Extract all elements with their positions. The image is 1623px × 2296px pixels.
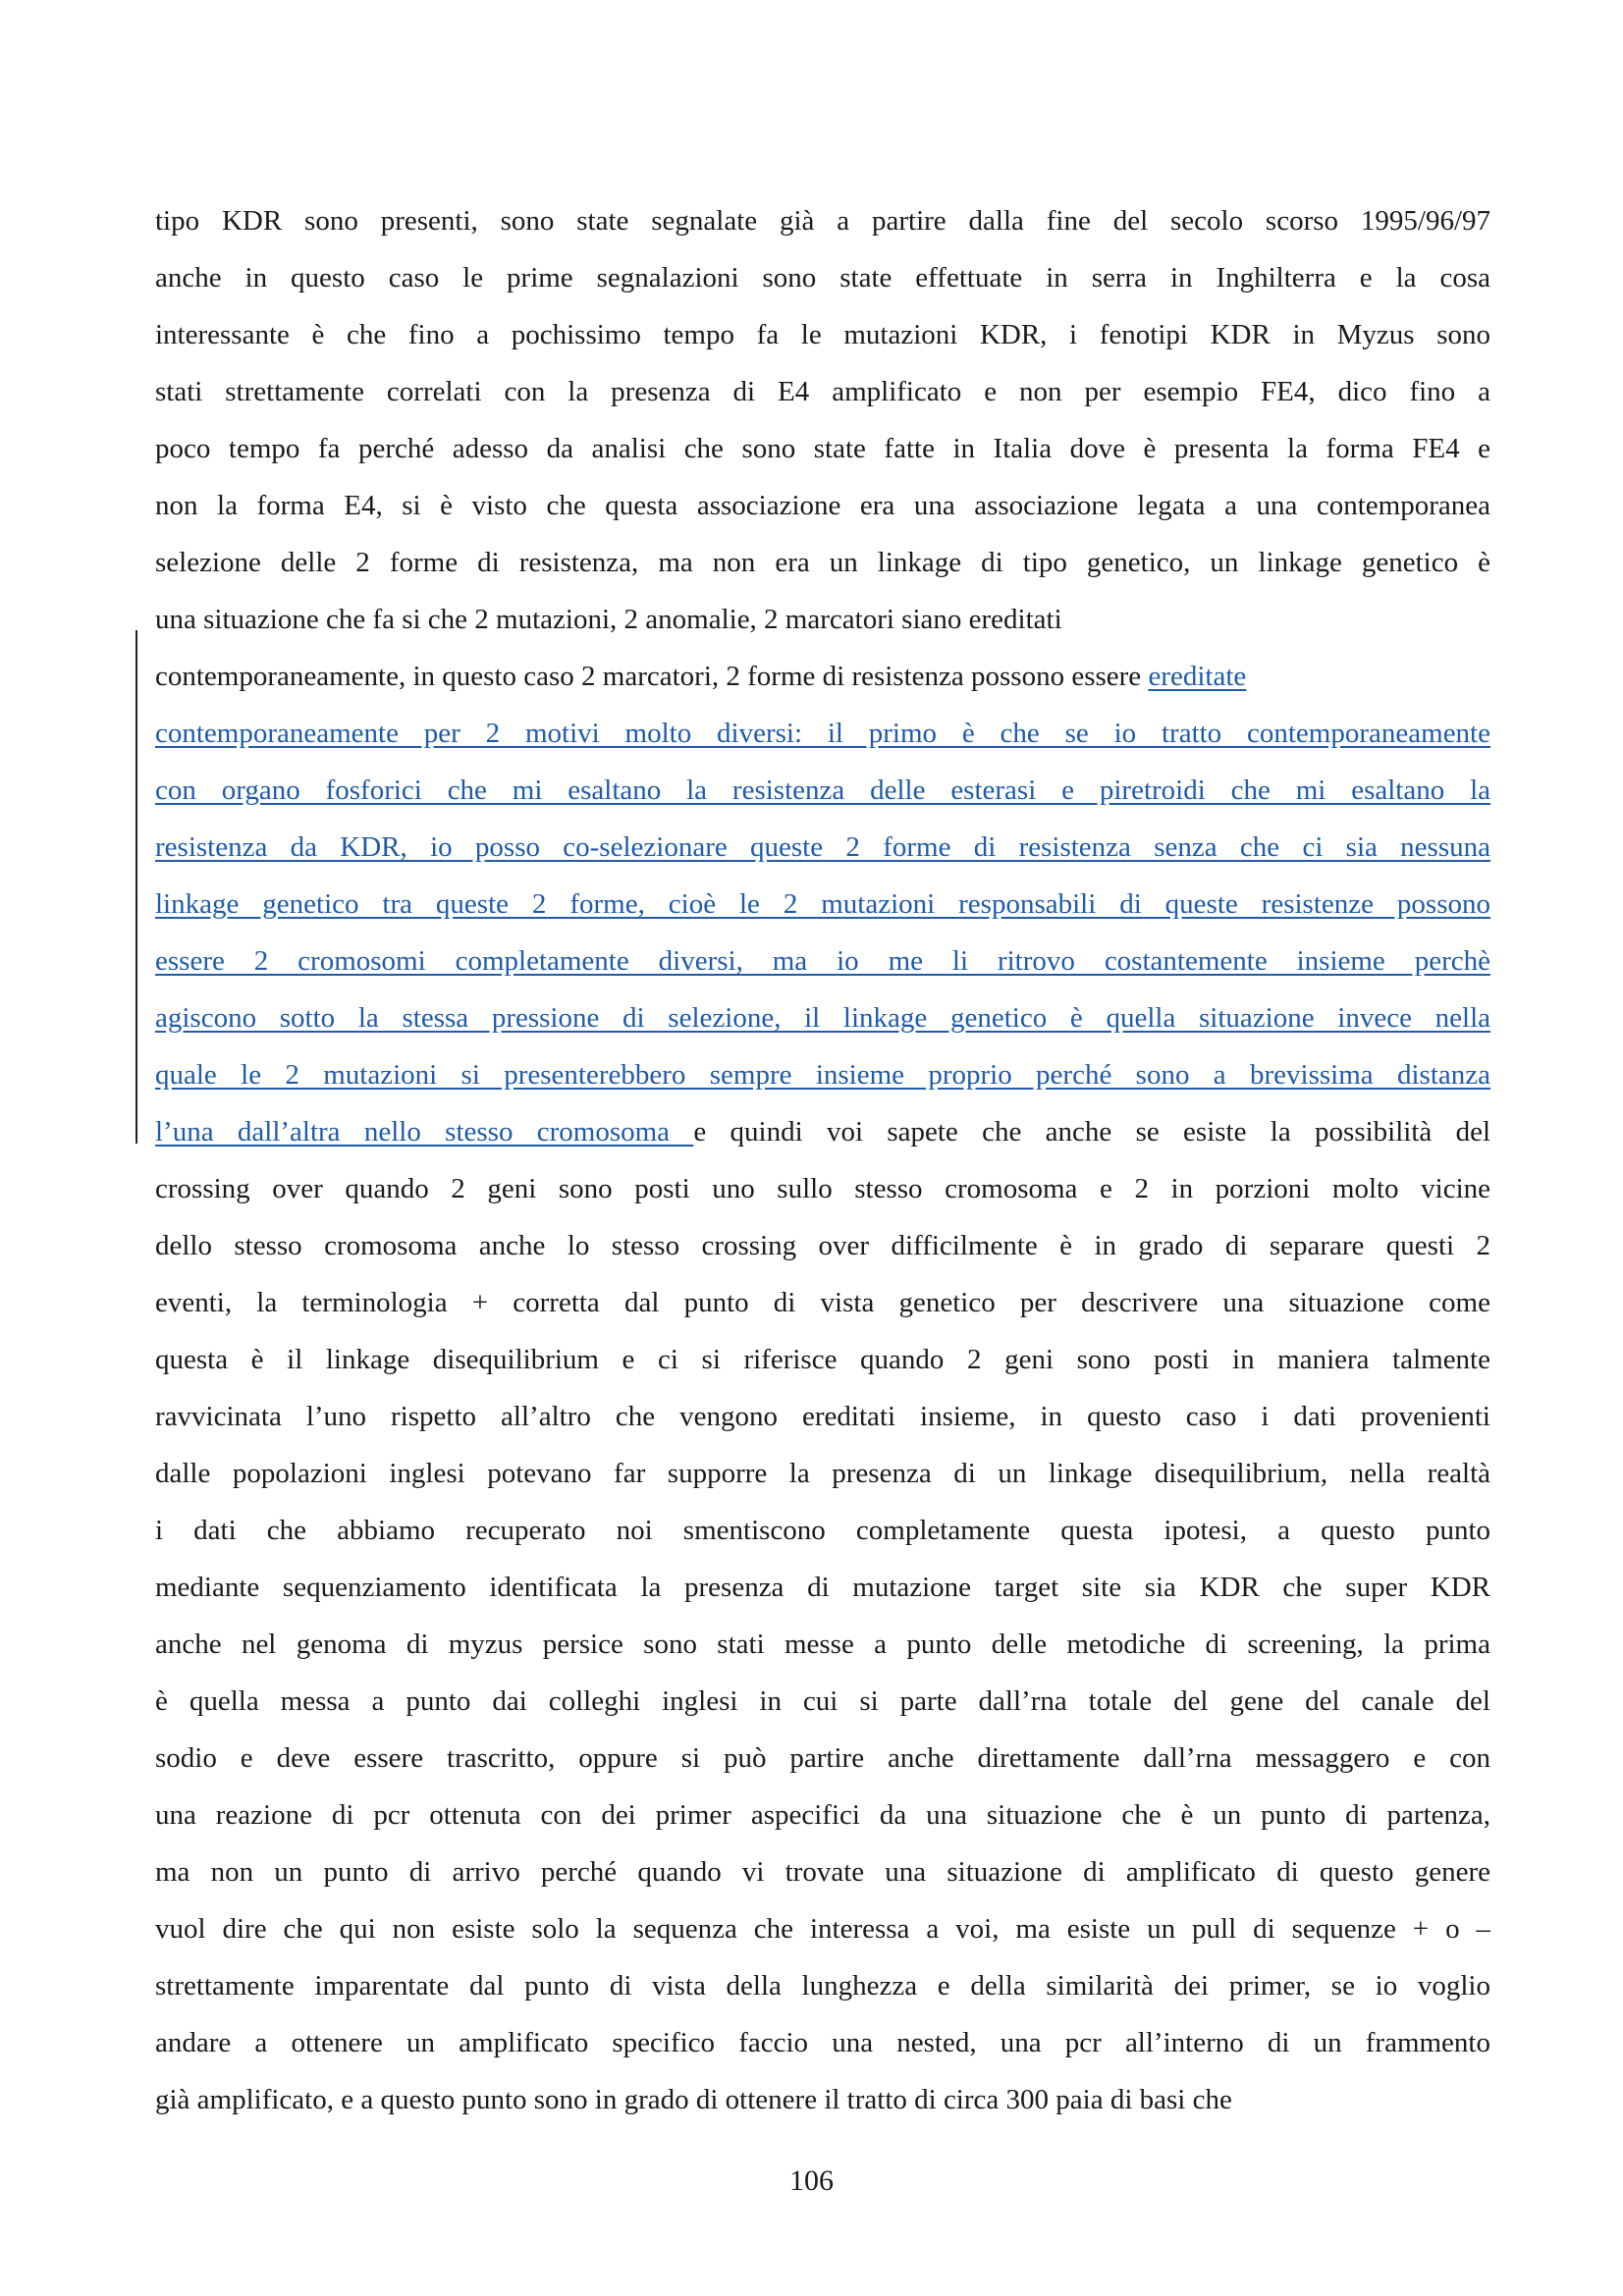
text-line: [155, 1616, 1490, 1673]
text-line: [155, 876, 1490, 933]
line-text: anche nel genoma di myzus persice sono stati messe a punto delle metodiche di screening, la prima: [155, 1629, 1490, 1660]
text-line: [155, 1900, 1490, 1957]
tracked-change-text: linkage genetico tra queste 2 forme, cioè le 2 mutazioni responsabili di queste resistenze possono: [155, 888, 1490, 920]
tracked-change-text: quale le 2 mutazioni si presenterebbero sempre insieme proprio perché sono a brevissima distanza: [155, 1059, 1490, 1091]
text-line: [155, 1217, 1490, 1274]
text-line: [155, 648, 1490, 705]
tracked-change-text: essere 2 cromosomi completamente diversi, ma io me li ritrovo costantemente insieme perchè: [155, 945, 1490, 977]
page-number: 106: [789, 2164, 834, 2197]
line-text: è quella messa a punto dai colleghi inglesi in cui si parte dall’rna totale del gene del canale del: [155, 1685, 1490, 1717]
line-text: i dati che abbiamo recuperato noi smentiscono completamente questa ipotesi, a questo punto: [155, 1515, 1490, 1546]
text-line: [155, 2014, 1490, 2071]
text-line: [155, 192, 1490, 249]
line-text: tipo KDR sono presenti, sono state segnalate già a partire dalla fine del secolo scorso 1995/96/97: [155, 205, 1490, 237]
text-line: [155, 2071, 1490, 2128]
line-text: strettamente imparentate dal punto di vista della lunghezza e della similarità dei primer, se io voglio: [155, 1970, 1490, 2002]
text-line: [155, 1730, 1490, 1787]
line-text: e quindi voi sapete che anche se esiste la possibilità del: [693, 1116, 1490, 1148]
line-text: già amplificato, e a questo punto sono in grado di ottenere il tratto di circa 300 paia di basi che: [155, 2084, 1232, 2115]
line-text: interessante è che fino a pochissimo tempo fa le mutazioni KDR, i fenotipi KDR in Myzus sono: [155, 319, 1490, 350]
text-line: [155, 591, 1490, 648]
line-text: poco tempo fa perché adesso da analisi che sono state fatte in Italia dove è presenta la forma FE4 e: [155, 433, 1490, 464]
line-text: una reazione di pcr ottenuta con dei primer aspecifici da una situazione che è un punto di partenza,: [155, 1799, 1490, 1831]
text-line: [155, 1957, 1490, 2014]
text-line: [155, 1787, 1490, 1843]
text-line: [155, 1103, 1490, 1160]
text-line: [155, 1559, 1490, 1616]
text-line: [155, 819, 1490, 876]
line-text: crossing over quando 2 geni sono posti uno sullo stesso cromosoma e 2 in porzioni molto vicine: [155, 1173, 1490, 1204]
text-line: [155, 420, 1490, 477]
text-line: [155, 1331, 1490, 1388]
text-line: [155, 1274, 1490, 1331]
line-text: sodio e deve essere trascritto, oppure si può partire anche direttamente dall’rna messaggero e con: [155, 1742, 1490, 1774]
text-line: [155, 705, 1490, 762]
line-text: non la forma E4, si è visto che questa associazione era una associazione legata a una contemporanea: [155, 490, 1490, 521]
text-line: [155, 477, 1490, 534]
text-line: [155, 989, 1490, 1046]
text-line: [155, 1388, 1490, 1445]
text-line: [155, 363, 1490, 420]
text-line: [155, 1843, 1490, 1900]
text-line: [155, 1673, 1490, 1730]
text-line: [155, 1445, 1490, 1502]
line-text: ma non un punto di arrivo perché quando vi trovate una situazione di amplificato di questo genere: [155, 1856, 1490, 1888]
text-line: [155, 1502, 1490, 1559]
tracked-change-text: ereditate: [1148, 661, 1247, 692]
tracked-change-text: agiscono sotto la stessa pressione di selezione, il linkage genetico è quella situazione invece nella: [155, 1002, 1490, 1034]
line-text: contemporaneamente, in questo caso 2 marcatori, 2 forme di resistenza possono essere: [155, 661, 1149, 692]
line-text: andare a ottenere un amplificato specifico faccio una nested, una pcr all’interno di un frammento: [155, 2027, 1490, 2058]
line-text: vuol dire che qui non esiste solo la sequenza che interessa a voi, ma esiste un pull di sequenze + o –: [155, 1913, 1490, 1945]
line-text: una situazione che fa si che 2 mutazioni, 2 anomalie, 2 marcatori siano ereditati: [155, 604, 1062, 635]
text-line: [155, 249, 1490, 306]
revision-change-bar: [135, 630, 137, 1144]
text-line: [155, 1160, 1490, 1217]
text-line: [155, 933, 1490, 989]
tracked-change-text: l’una dall’altra nello stesso cromosoma: [155, 1116, 694, 1148]
body-text: [155, 192, 1490, 2128]
tracked-change-text: con organo fosforici che mi esaltano la resistenza delle esterasi e piretroidi che mi esaltano la: [155, 774, 1490, 806]
tracked-change-text: contemporaneamente per 2 motivi molto diversi: il primo è che se io tratto contemporaneamente: [155, 718, 1490, 749]
line-text: selezione delle 2 forme di resistenza, ma non era un linkage di tipo genetico, un linkage genetico è: [155, 547, 1490, 578]
text-line: [155, 534, 1490, 591]
line-text: ravvicinata l’uno rispetto all’altro che vengono ereditati insieme, in questo caso i dati provenienti: [155, 1401, 1490, 1432]
text-line: [155, 1046, 1490, 1103]
line-text: questa è il linkage disequilibrium e ci si riferisce quando 2 geni sono posti in maniera talmente: [155, 1344, 1490, 1375]
text-line: [155, 762, 1490, 819]
line-text: eventi, la terminologia + corretta dal punto di vista genetico per descrivere una situazione come: [155, 1287, 1490, 1318]
text-line: [155, 306, 1490, 363]
line-text: dalle popolazioni inglesi potevano far supporre la presenza di un linkage disequilibrium, nella realtà: [155, 1458, 1490, 1489]
line-text: mediante sequenziamento identificata la presenza di mutazione target site sia KDR che super KDR: [155, 1572, 1490, 1603]
line-text: anche in questo caso le prime segnalazioni sono state effettuate in serra in Inghilterra e la cosa: [155, 262, 1490, 294]
line-text: dello stesso cromosoma anche lo stesso crossing over difficilmente è in grado di separare questi 2: [155, 1230, 1490, 1261]
tracked-change-text: resistenza da KDR, io posso co-selezionare queste 2 forme di resistenza senza che ci sia nessuna: [155, 831, 1490, 863]
line-text: stati strettamente correlati con la presenza di E4 amplificato e non per esempio FE4, dico fino a: [155, 376, 1490, 407]
